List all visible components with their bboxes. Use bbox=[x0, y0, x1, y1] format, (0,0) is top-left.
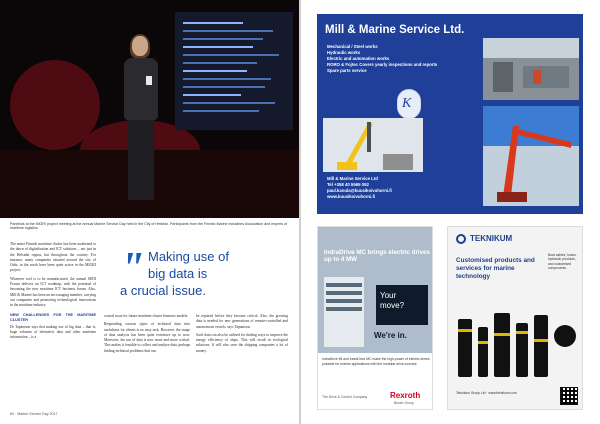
crane-photo bbox=[483, 106, 579, 206]
pull-quote-line: Making use of bbox=[148, 249, 229, 264]
paragraph: be repaired before they become critical. Also, the growing data is needed for new generations of remote-controlled and autonomous vessels, says Tapanison. bbox=[196, 314, 288, 329]
move-line: move? bbox=[380, 301, 405, 310]
section-subheading: NEW CHALLENGES FOR THE MARITIME CLUSTER bbox=[10, 312, 96, 322]
article-column-1 bbox=[10, 242, 96, 412]
advert-headline: Customised products and services for marine technology bbox=[456, 257, 535, 280]
pull-quote-line: a crucial issue. bbox=[120, 283, 206, 298]
hose-product bbox=[458, 319, 472, 377]
paragraph: Dr Tapanison says that making use of big data – that is, huge volumes of telemetric data and other maritime information – is a bbox=[10, 324, 96, 340]
advert-footer: The Drive & Control Company bbox=[322, 395, 368, 399]
hose-product bbox=[534, 315, 548, 377]
cargo-crane-photo bbox=[323, 118, 423, 172]
advert-side-text: Boat cables, hoses, hydraulic products, and customised components. bbox=[548, 253, 577, 271]
qr-code-icon bbox=[560, 387, 578, 405]
mill-marine-advert bbox=[317, 14, 583, 214]
article-column-3 bbox=[196, 314, 288, 414]
teknikum-logo-icon bbox=[456, 234, 466, 244]
service-item: Spare parts service bbox=[327, 68, 367, 73]
workshop-photo bbox=[483, 38, 579, 100]
service-item: Electric and automation works bbox=[327, 56, 390, 61]
brand-logo: TEKNIKUM bbox=[470, 234, 513, 243]
paragraph: Responding various types of technical data into usefulness for clients is no easy task. However, the usage of data analysis has been quite extensive up to now. Moreover, the use of data is now more and more critical. This makes it feasible to collect and analyse data, perhaps finding technical problems that can bbox=[104, 322, 190, 353]
service-item: Mechanical / Steel works bbox=[327, 44, 378, 49]
hose-product bbox=[494, 313, 510, 377]
pull-quote-line: big data is bbox=[148, 266, 208, 281]
article-column-2 bbox=[104, 314, 190, 414]
left-page bbox=[0, 0, 299, 424]
brand-logo: Rexroth bbox=[390, 391, 421, 400]
advert-body: IndraDrive Mi and IndraDrive MC make the high-power of electric drives possible for marine applications with the modular drive concept. bbox=[322, 357, 430, 366]
cable-coil-product bbox=[554, 325, 576, 347]
paragraph: crucial issue for future maritime cluster business models. bbox=[104, 314, 189, 318]
drive-product-photo bbox=[318, 227, 433, 353]
contact-block bbox=[327, 176, 477, 200]
paragraph: Such data can also be utilised for finding ways to improve the energy efficiency of ships. This will result in ecological solutions. It will also save the shipping companies a lot of money. bbox=[196, 332, 288, 353]
speaker-figure bbox=[118, 36, 164, 206]
presentation-screen bbox=[175, 12, 293, 130]
hose-product bbox=[478, 327, 488, 377]
rexroth-advert bbox=[317, 226, 433, 410]
advert-footer: Teknikum Group Ltd · www.teknikum.com bbox=[456, 391, 517, 395]
advert-headline: IndraDrive MC brings electric drives up to 4 MW bbox=[324, 249, 430, 264]
move-line: Your bbox=[380, 291, 397, 300]
hose-product bbox=[516, 323, 528, 377]
service-item: Hydraulic works bbox=[327, 50, 361, 55]
advert-title: Mill & Marine Service Ltd. bbox=[325, 24, 465, 36]
teknikum-advert bbox=[447, 226, 583, 410]
conference-photo bbox=[0, 0, 299, 218]
brand-subtitle: Bosch Group bbox=[394, 401, 414, 405]
paragraph: The entire Finnish maritime cluster has been awakened to the dawn of digitalisation and ICT solutions – not just in the Helsinki region, but throughout the country. For instance, many companies situated around the city of Oulu, in the north have been quite active in the MIGRI project. bbox=[10, 242, 96, 273]
company-logo-icon: K bbox=[397, 89, 421, 119]
contact-line: www.kuusikoivuhorni.fi bbox=[327, 194, 376, 199]
pull-quote bbox=[120, 243, 290, 310]
photo-caption: Panelists at the MIGRI project meeting at the annual Marine Service Day held in the City of Helsinki. Participants from the Finnish Marine Industries Association and experts of maritime logistics. bbox=[10, 222, 288, 231]
right-page bbox=[301, 0, 600, 424]
page-folio: 84 · Marine Service Day 2017 bbox=[10, 412, 58, 416]
service-item: RORO & Fojtec Covers yearly inspections and reports bbox=[327, 62, 438, 67]
contact-line: Tel +358 40 5565 052 bbox=[327, 182, 369, 187]
contact-line: Mill & Marine Service Ltd bbox=[327, 176, 378, 181]
your-move-box bbox=[376, 285, 428, 325]
advert-slogan: We're in. bbox=[374, 331, 407, 340]
quote-mark-icon: " bbox=[120, 243, 145, 292]
contact-line: paul.kanula@kuusikoivuhorni.fi bbox=[327, 188, 392, 193]
services-list bbox=[327, 44, 457, 74]
paragraph: Whatever tool is to be manufactured, the annual SEDI Forum delivers an ICT roadmap, with the potential of becoming the new maritime ICT business forum. Also, Mill & Marine has been an encouraging member, carrying out companies and promoting technological innovations in the maritime industry. bbox=[10, 276, 96, 308]
